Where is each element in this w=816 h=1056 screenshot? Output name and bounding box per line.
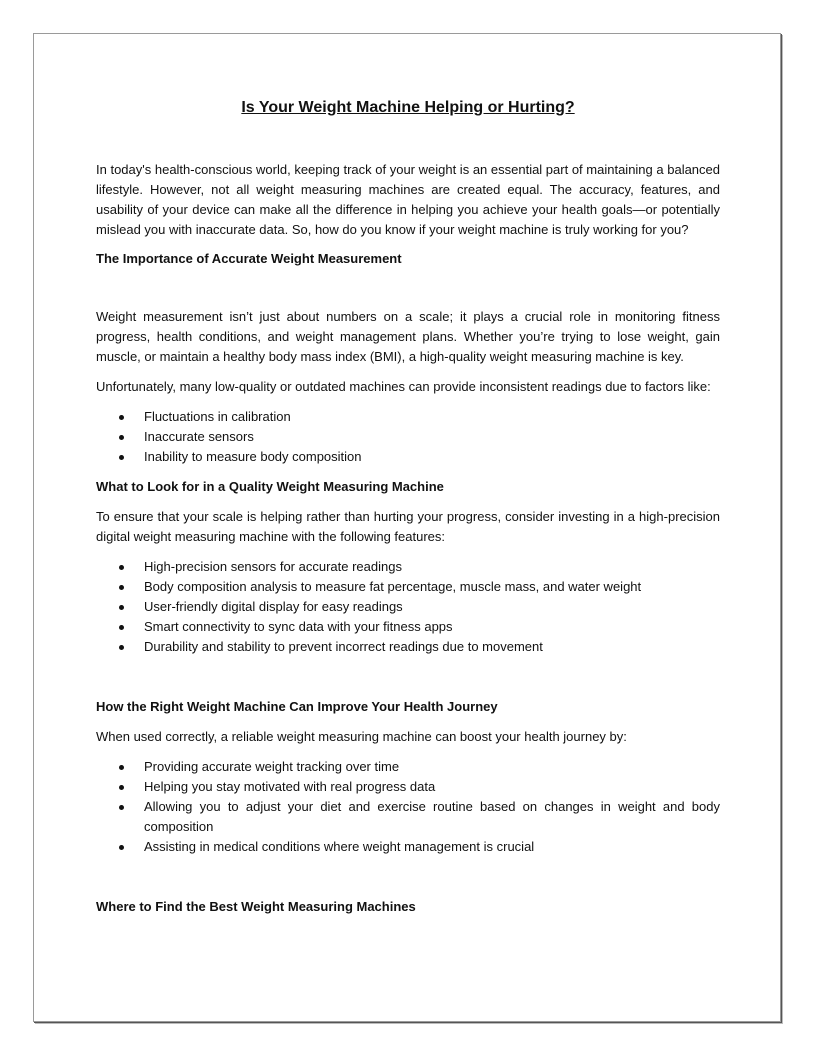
list-item: High-precision sensors for accurate readings [96, 557, 720, 577]
importance-paragraph-2: Unfortunately, many low-quality or outdated machines can provide inconsistent readings due to factors like: [96, 379, 711, 394]
list-item: Inability to measure body composition [96, 447, 720, 467]
journey-paragraph: When used correctly, a reliable weight measuring machine can boost your health journey by: [96, 729, 627, 744]
bullet-icon [119, 625, 124, 630]
list-item: Smart connectivity to sync data with your fitness apps [96, 617, 720, 637]
list-item: Fluctuations in calibration [96, 407, 720, 427]
list-item: Helping you stay motivated with real progress data [96, 777, 720, 797]
list-item: Inaccurate sensors [96, 427, 720, 447]
bullet-icon [119, 585, 124, 590]
section-heading-quality: What to Look for in a Quality Weight Measuring Machine [96, 479, 444, 494]
benefits-list [96, 757, 720, 857]
list-item: Assisting in medical conditions where weight management is crucial [96, 837, 720, 857]
bullet-icon [119, 415, 124, 420]
factors-list [96, 407, 720, 467]
quality-paragraph: To ensure that your scale is helping rather than hurting your progress, consider investing in a high-precision digital weight measuring machine with the following features: [96, 509, 720, 544]
document-body [96, 96, 720, 917]
list-item: Providing accurate weight tracking over time [96, 757, 720, 777]
bullet-icon [119, 765, 124, 770]
section-heading-importance: The Importance of Accurate Weight Measurement [96, 251, 402, 266]
list-item: Body composition analysis to measure fat percentage, muscle mass, and water weight [96, 577, 720, 597]
list-item: Allowing you to adjust your diet and exercise routine based on changes in weight and body composition [96, 797, 720, 837]
bullet-icon [119, 805, 124, 810]
section-heading-where: Where to Find the Best Weight Measuring Machines [96, 899, 416, 914]
section-heading-journey: How the Right Weight Machine Can Improve Your Health Journey [96, 699, 498, 714]
bullet-icon [119, 845, 124, 850]
intro-paragraph: In today's health-conscious world, keeping track of your weight is an essential part of maintaining a balanced lifestyle. However, not all weight measuring machines are created equal. The accuracy, features, and usability of your device can make all the difference in helping you achieve your health goals—or potentially mislead you with inaccurate data. So, how do you know if your weight machine is truly working for you? [96, 162, 720, 237]
bullet-icon [119, 455, 124, 460]
bullet-icon [119, 605, 124, 610]
bullet-icon [119, 435, 124, 440]
list-item: User-friendly digital display for easy readings [96, 597, 720, 617]
bullet-icon [119, 565, 124, 570]
bullet-icon [119, 645, 124, 650]
list-item: Durability and stability to prevent incorrect readings due to movement [96, 637, 720, 657]
document-title: Is Your Weight Machine Helping or Hurting? [241, 99, 575, 116]
features-list [96, 557, 720, 657]
importance-paragraph-1: Weight measurement isn’t just about numbers on a scale; it plays a crucial role in monitoring fitness progress, health conditions, and weight management plans. Whether you’re trying to lose weight, gain muscle, or maintain a healthy body mass index (BMI), a high-quality weight measuring machine is key. [96, 309, 720, 364]
bullet-icon [119, 785, 124, 790]
